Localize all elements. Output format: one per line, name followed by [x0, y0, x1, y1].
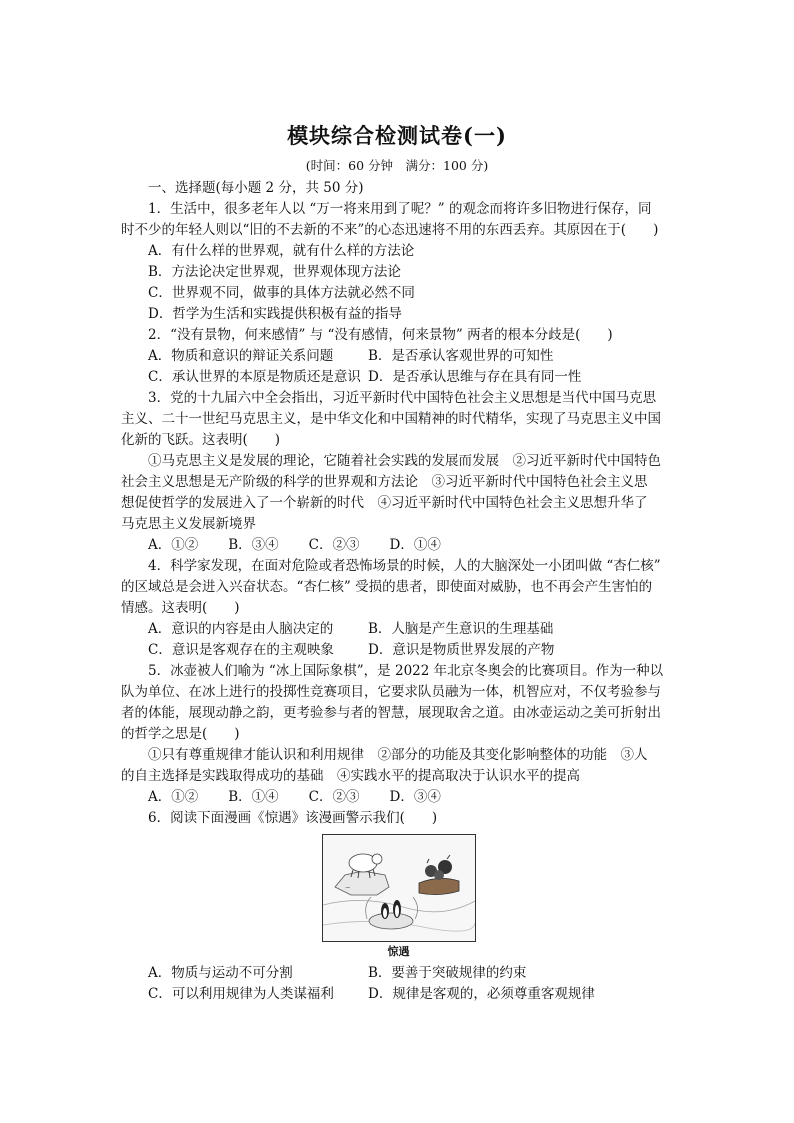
statement-line: 马克思主义发展新境界 — [121, 516, 256, 532]
question-text-line: 情感。这表明( ) — [121, 600, 240, 616]
option-c[interactable]: C．②③ — [308, 789, 360, 805]
statement-line: ①马克思主义是发展的理论，它随着社会实践的发展而发展 ②习近平新时代中国特色 — [148, 453, 661, 469]
question-text-line: 4．科学家发现，在面对危险或者恐怖场景的时候，人的大脑深处一小团叫做 “杏仁核” — [148, 558, 661, 574]
question-text-line: 队为单位、在冰上进行的投掷性竞赛项目，它要求队员融为一体，机智应对，不仅考验参与 — [121, 684, 661, 700]
option-b[interactable]: B．人脑是产生意识的生理基础 — [368, 621, 554, 637]
statement-line: 社会主义思想是无产阶级的科学的世界观和方法论 ③习近平新时代中国特色社会主义思 — [121, 474, 648, 490]
figure-caption: 惊遇 — [387, 945, 410, 958]
question-text-line: 化新的飞跃。这表明( ) — [121, 432, 281, 448]
question-6 — [121, 808, 676, 1005]
question-text-line: 主义、二十一世纪马克思主义，是中华文化和中国精神的时代精华，实现了马克思主义中国 — [121, 411, 661, 427]
page-title: 模块综合检测试卷(一) — [287, 123, 507, 148]
option-b[interactable]: B．③④ — [228, 537, 279, 553]
option-a[interactable]: A．物质与运动不可分割 — [148, 965, 293, 981]
option-c[interactable]: C．世界观不同，做事的具体方法就必然不同 — [148, 285, 415, 301]
option-d[interactable]: D．规律是客观的，必须尊重客观规律 — [368, 986, 595, 1002]
exam-time-score: (时间：60 分钟 满分：100 分) — [305, 158, 489, 173]
option-c[interactable]: C．②③ — [308, 537, 360, 553]
option-a[interactable]: A．①② — [148, 537, 199, 553]
option-b[interactable]: B．方法论决定世界观，世界观体现方法论 — [148, 264, 401, 280]
question-text-line: 的区域总是会进入兴奋状态。“杏仁核” 受损的患者，即使面对威胁，也不再会产生害怕的 — [121, 579, 653, 595]
question-text-line: 6．阅读下面漫画《惊遇》该漫画警示我们( ) — [148, 810, 438, 826]
question-2 — [121, 325, 676, 388]
option-d[interactable]: D．意识是物质世界发展的产物 — [368, 642, 555, 658]
question-text-line: 者的体能，展现动静之韵，更考验参与者的智慧，展现取舍之道。由冰壶运动之美可折射出 — [121, 705, 661, 721]
option-b[interactable]: B．①④ — [228, 789, 279, 805]
cartoon-figure — [121, 834, 676, 959]
question-text-line: 时不少的年轻人则以“旧的不去新的不来”的心态迅速将不用的东西丢弃。其原因在于( ) — [121, 222, 659, 238]
section-heading: 一、选择题(每小题 2 分，共 50 分) — [148, 180, 364, 196]
statement-line: 的自主选择是实践取得成功的基础 ④实践水平的提高取决于认识水平的提高 — [121, 768, 580, 784]
question-1 — [121, 199, 676, 325]
cartoon-image — [322, 834, 476, 942]
question-text-line: 5．冰壶被人们喻为 “冰上国际象棋”，是 2022 年北京冬奥会的比赛项目。作为一种以 — [148, 663, 664, 679]
statement-line: ①只有尊重规律才能认识和利用规律 ②部分的功能及其变化影响整体的功能 ③人 — [148, 747, 648, 763]
exam-body — [121, 178, 676, 1005]
option-b[interactable]: B．要善于突破规律的约束 — [368, 965, 527, 981]
option-a[interactable]: A．①② — [148, 789, 199, 805]
question-text-line: 2．“没有景物，何来感情” 与 “没有感情，何来景物” 两者的根本分歧是( ) — [148, 327, 613, 343]
option-a[interactable]: A．意识的内容是由人脑决定的 — [148, 621, 334, 637]
option-d[interactable]: D．①④ — [389, 537, 441, 553]
option-c[interactable]: C．承认世界的本原是物质还是意识 — [148, 369, 361, 385]
option-d[interactable]: D．是否承认思维与存在具有同一性 — [368, 369, 582, 385]
option-a[interactable]: A．有什么样的世界观，就有什么样的方法论 — [148, 243, 415, 259]
svg-text:~: ~ — [343, 883, 351, 892]
option-d[interactable]: D．哲学为生活和实践提供积极有益的指导 — [148, 306, 402, 322]
question-3 — [121, 388, 676, 556]
option-b[interactable]: B．是否承认客观世界的可知性 — [368, 348, 554, 364]
option-c[interactable]: C．意识是客观存在的主观映象 — [148, 642, 334, 658]
option-d[interactable]: D．③④ — [389, 789, 441, 805]
question-4 — [121, 556, 676, 661]
option-c[interactable]: C．可以利用规律为人类谋福利 — [148, 986, 334, 1002]
statement-line: 想促使哲学的发展进入了一个崭新的时代 ④习近平新时代中国特色社会主义思想升华了 — [121, 495, 648, 511]
question-text-line: 3．党的十九届六中全会指出，习近平新时代中国特色社会主义思想是当代中国马克思 — [148, 390, 657, 406]
question-text-line: 的哲学之思是( ) — [121, 726, 240, 742]
question-5 — [121, 661, 676, 808]
option-a[interactable]: A．物质和意识的辩证关系问题 — [148, 348, 334, 364]
question-text-line: 1．生活中，很多老年人以 “万一将来用到了呢？” 的观念而将许多旧物进行保存，同 — [148, 201, 652, 217]
